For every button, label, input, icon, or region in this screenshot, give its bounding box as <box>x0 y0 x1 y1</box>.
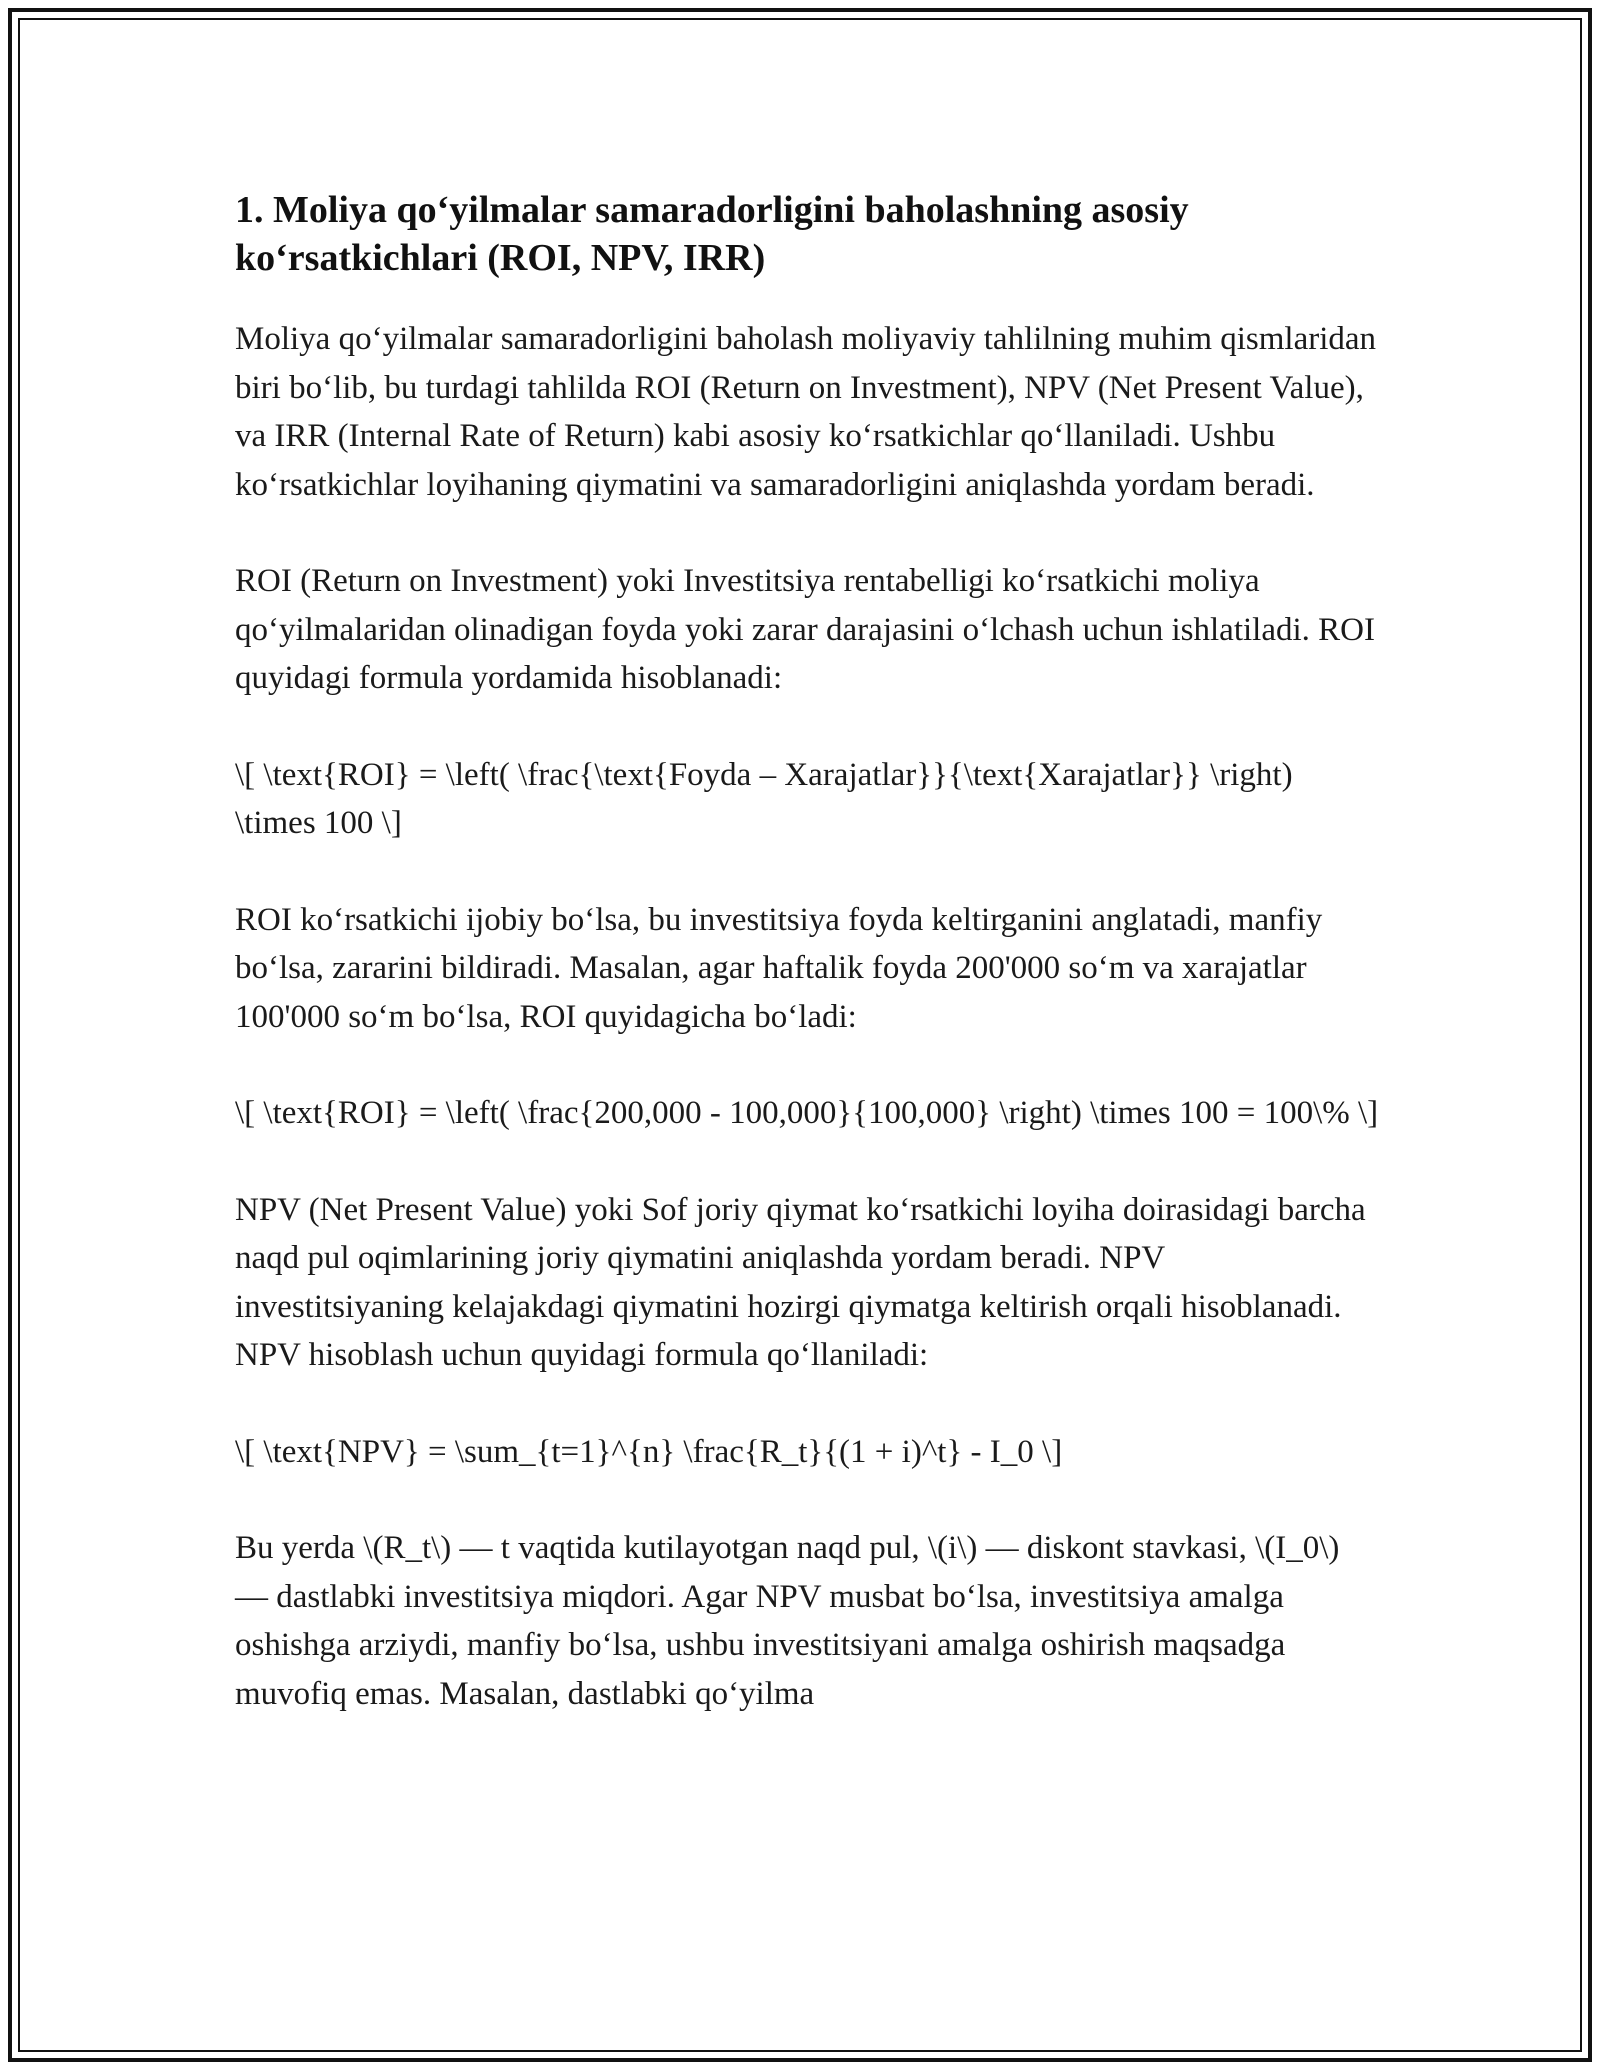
document-body <box>235 186 1380 1718</box>
paragraph-intro: Moliya qo‘yilmalar samaradorligini baholash moliyaviy tahlilning muhim qismlaridan biri bo‘lib, bu turdagi tahlilda ROI (Return on Investment), NPV (Net Present Value), va IRR (Internal Rate of Return) kabi asosiy ko‘rsatkichlar qo‘llaniladi. Ushbu ko‘rsatkichlar loyihaning qiymatini va samaradorligini aniqlashda yordam beradi. <box>235 321 1377 503</box>
formula-npv: \[ \text{NPV} = \sum_{t=1}^{n} \frac{R_t}{(1 + i)^t} - I_0 \] <box>235 1433 1063 1470</box>
paragraph-npv-explanation: Bu yerda \(R_t\) — t vaqtida kutilayotgan naqd pul, \(i\) — diskont stavkasi, \(I_0\) — dastlabki investitsiya miqdori. Agar NPV musbat bo‘lsa, investitsiya amalga oshishga arziydi, manfiy bo‘lsa, ushbu investitsiyani amalga oshirish maqsadga muvofiq emas. Masalan, dastlabki qo‘yilma <box>235 1530 1340 1712</box>
formula-roi: \[ \text{ROI} = \left( \frac{\text{Foyda – Xarajatlar}}{\text{Xarajatlar}} \right) \times 100 \] <box>235 756 1293 841</box>
section-heading: 1. Moliya qo‘yilmalar samaradorligini baholashning asosiy ko‘rsatkichlari (ROI, NPV, IRR) <box>235 189 1189 279</box>
formula-roi-example: \[ \text{ROI} = \left( \frac{200,000 - 100,000}{100,000} \right) \times 100 = 100\% \] <box>235 1095 1379 1131</box>
paragraph-npv-definition: NPV (Net Present Value) yoki Sof joriy qiymat ko‘rsatkichi loyiha doirasidagi barcha naqd pul oqimlarining joriy qiymatini aniqlashda yordam beradi. NPV investitsiyaning kelajakdagi qiymatini hozirgi qiymatga keltirish orqali hisoblanadi. NPV hisoblash uchun quyidagi formula qo‘llaniladi: <box>235 1191 1366 1373</box>
paragraph-roi-example: ROI ko‘rsatkichi ijobiy bo‘lsa, bu investitsiya foyda keltirganini anglatadi, manfiy bo‘lsa, zararini bildiradi. Masalan, agar haftalik foyda 200'000 so‘m va xarajatlar 100'000 so‘m bo‘lsa, ROI quyidagicha bo‘ladi: <box>235 901 1323 1035</box>
paragraph-roi-definition: ROI (Return on Investment) yoki Investitsiya rentabelligi ko‘rsatkichi moliya qo‘yilmalaridan olinadigan foyda yoki zarar darajasini o‘lchash uchun ishlatiladi. ROI quyidagi formula yordamida hisoblanadi: <box>235 563 1375 696</box>
